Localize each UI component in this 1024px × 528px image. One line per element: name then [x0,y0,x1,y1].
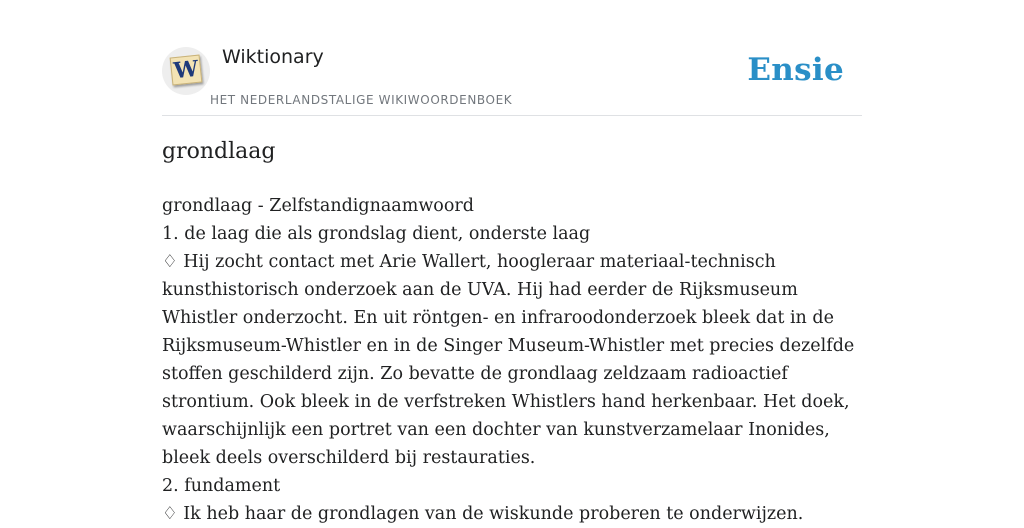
page-title: grondlaag [162,139,276,164]
site-title[interactable]: Wiktionary [222,46,324,68]
wiktionary-logo[interactable] [162,47,210,95]
sense-definition-1: 1. de laag die als grondslag dient, onderste laag [162,224,591,244]
ensie-brand-logo[interactable]: Ensie [747,52,844,88]
sense-example-1: ♢ Hij zocht contact met Arie Wallert, hoogleraar materiaal-technisch kunsthistorisch onderzoek aan de UVA. Hij had eerder de Rijksmuseum Whistler onderzocht. En uit röntgen- en infraroodonderzoek bleek dat in de Rijksmuseum-Whistler en in de Singer Museum-Whistler met precies dezelfde stoffen geschilderd zijn. Zo bevatte de grondlaag zeldzaam radioactief strontium. Ook bleek in de verfstreken Whistlers hand herkenbaar. Het doek, waarschijnlijk een portret van een dochter van kunstverzamelaar Inonides, bleek deels overschilderd bij restauraties. [162,252,855,468]
site-tagline: HET NEDERLANDSTALIGE WIKIWOORDENBOEK [210,93,513,107]
site-header [162,40,862,116]
sense-definition-2: 2. fundament [162,476,281,496]
wiktionary-logo-tile-icon: W [170,55,203,86]
sense-example-2: ♢ Ik heb haar de grondlagen van de wiskunde proberen te onderwijzen. [162,504,804,524]
entry-heading: grondlaag - Zelfstandignaamwoord [162,196,474,216]
dictionary-entry [162,192,868,528]
